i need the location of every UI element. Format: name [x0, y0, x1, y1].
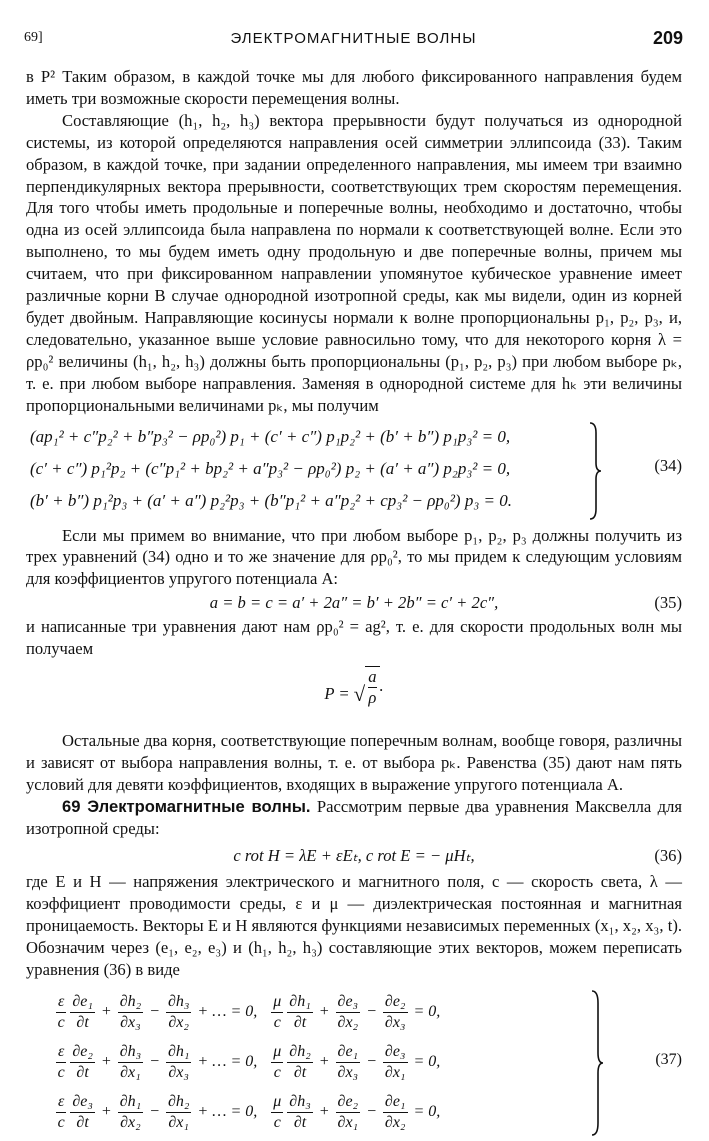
equation-36 — [26, 845, 682, 867]
page-number: 209 — [652, 28, 683, 48]
running-title: ЭЛЕКТРОМАГНИТНЫЕ ВОЛНЫ — [230, 30, 477, 47]
equation-speed — [26, 666, 682, 722]
equation-text: c rot H = λE + εEₜ, c rot E = − μHₜ, — [233, 846, 475, 866]
equation-row: $\frac{\varepsilon}{c}$ $\frac{\text{∂e₂}}{\partial t}$ + $\frac{\text{∂h₃}}{\text{∂x₁}}$ − $\frac{\text{∂h₁}}{\text{∂x₃}}$ + … = 0, $\frac{\mu}{c}$ $\frac{\text{∂h₂}}{\partial t}$ + $\frac{\text{∂e₁}}{\text{∂x₃}}$ − $\frac{\text{∂e₃}}{\text{∂x₁}}$ = 0, — [57, 1042, 441, 1081]
paragraph-text: Рассмотрим первые два уравнения Максвелла для изотропной среды: — [26, 796, 682, 838]
section-heading: 69 Электромагнитные волны. — [62, 796, 311, 816]
equation-row: (c′ + c″) p₁²p₂ + (c″p₁² + bp₂² + a″p₃² − ρp₀²) p₂ + (a′ + a″) p₂p₃² = 0, — [30, 458, 511, 478]
brace-icon — [588, 421, 602, 521]
paragraph: где E и H — напряжения электрического и магнитного поля, c — скорость света, λ — коэффициент проводимости среды, ε и μ — диэлектрическая постоянная и магнитная проницаемость. Векторы E и H являются функциями независимых переменных (x₁, x₂, x₃, t). Обозначим через (e₁, e₂, e₃) и (h₁, h₂, h₃) составляющие этих векторов, можем переписать уравнения (36) в виде — [26, 872, 682, 979]
equation-row: $\frac{\varepsilon}{c}$ $\frac{\text{∂e₁}}{\partial t}$ + $\frac{\text{∂h₂}}{\text{∂x₃}}$ − $\frac{\text{∂h₃}}{\text{∂x₂}}$ + … = 0, $\frac{\mu}{c}$ $\frac{\text{∂h₁}}{\partial t}$ + $\frac{\text{∂e₃}}{\text{∂x₂}}$ − $\frac{\text{∂e₂}}{\text{∂x₃}}$ = 0, — [57, 992, 441, 1031]
paragraph: Составляющие (h₁, h₂, h₃) вектора прерывности будут получаться из однородной системы, из которой определяются направления осей симметрии эллипсоида (33). Таким образом, в каждой точке, при задании определенного направления, мы имеем три взаимно перпендикулярных вектора прерывности, соответствующих трем скоростям перемещения. Для того чтобы иметь продольные и поперечные волны, необходимо и достаточно, чтобы одна из осей эллипсоида была направлена по нормали к соответствующей волне. Если это выполнено, то мы будем иметь одну продольную и две поперечные волны, причем мы считаем, что при фиксированном направлении упомянутое кубическое уравнение имеет различные корни В случае однородной изотропной среды, как мы видели, один из корней будет двойным. Направляющие косинусы нормали к волне пропорциональны p₁, p₂, p₃, и, следовательно, указанное выше условие равносильно тому, что для некоторого корня λ = ρp₀² величины (h₁, h₂, h₃) должны быть пропорциональны (p₁, p₂, p₃) при любом выборе pₖ, т. е. при любом выборе направления. Заменяя в однородной системе для hₖ эти величины пропорциональными величинами pₖ, мы получим — [26, 110, 682, 415]
equation-37 — [26, 987, 682, 1141]
period: . — [379, 675, 384, 695]
paragraph: Если мы примем во внимание, что при любом выборе p₁, p₂, p₃ должны получить из трех уравнений (34) одно и то же значение для ρp₀², то мы придем к следующим условиям для коэффициентов упругого потенциала A: — [26, 525, 682, 589]
page-body — [26, 66, 682, 1141]
equation-row: $\frac{\varepsilon}{c}$ $\frac{\text{∂e₃}}{\partial t}$ + $\frac{\text{∂h₁}}{\text{∂x₂}}$ − $\frac{\text{∂h₂}}{\text{∂x₁}}$ + … = 0, $\frac{\mu}{c}$ $\frac{\text{∂h₃}}{\partial t}$ + $\frac{\text{∂e₂}}{\text{∂x₁}}$ − $\frac{\text{∂e₁}}{\text{∂x₂}}$ = 0, — [57, 1092, 441, 1131]
speed-lhs: P = — [324, 683, 350, 703]
equation-35 — [26, 592, 682, 614]
fraction-denominator: ρ — [368, 687, 377, 707]
equation-34 — [26, 421, 682, 521]
equation-row: (ap₁² + c″p₂² + b″p₃² − ρp₀²) p₁ + (c′ + c″) p₁p₂² + (b′ + b″) p₁p₃² = 0, — [30, 426, 511, 446]
equation-text: a = b = c = a′ + 2a″ = b′ + 2b″ = c′ + 2c″, — [209, 593, 499, 613]
equation-number: (37) — [655, 1050, 682, 1068]
paragraph: и написанные три уравнения дают нам ρp₀² = ag², т. е. для скорости продольных волн мы получаем — [26, 617, 682, 659]
sqrt-icon: √ — [353, 681, 366, 706]
paragraph — [26, 796, 682, 840]
equation-number: (35) — [654, 593, 682, 613]
equation-number: (36) — [654, 846, 682, 866]
equation-number: (34) — [654, 455, 682, 475]
page-header — [24, 28, 683, 50]
fraction-numerator: a — [368, 666, 377, 686]
section-number: 69] — [24, 30, 43, 45]
paragraph: в P² Таким образом, в каждой точке мы для любого фиксированного направления будем иметь три возможные скорости перемещения волны. — [26, 67, 682, 108]
paragraph: Остальные два корня, соответствующие поперечным волнам, вообще говоря, различны и зависят от выбора направления волны, т. е. от выбора pₖ. Равенства (35) дают нам пять условий для девяти коэффициентов, входящих в выражение упругого потенциала A. — [26, 730, 682, 794]
brace-icon — [590, 989, 604, 1137]
equation-row: (b′ + b″) p₁²p₃ + (a′ + a″) p₂²p₃ + (b″p₁² + a″p₂² + cp₃² − ρp₀²) p₃ = 0. — [30, 490, 512, 510]
